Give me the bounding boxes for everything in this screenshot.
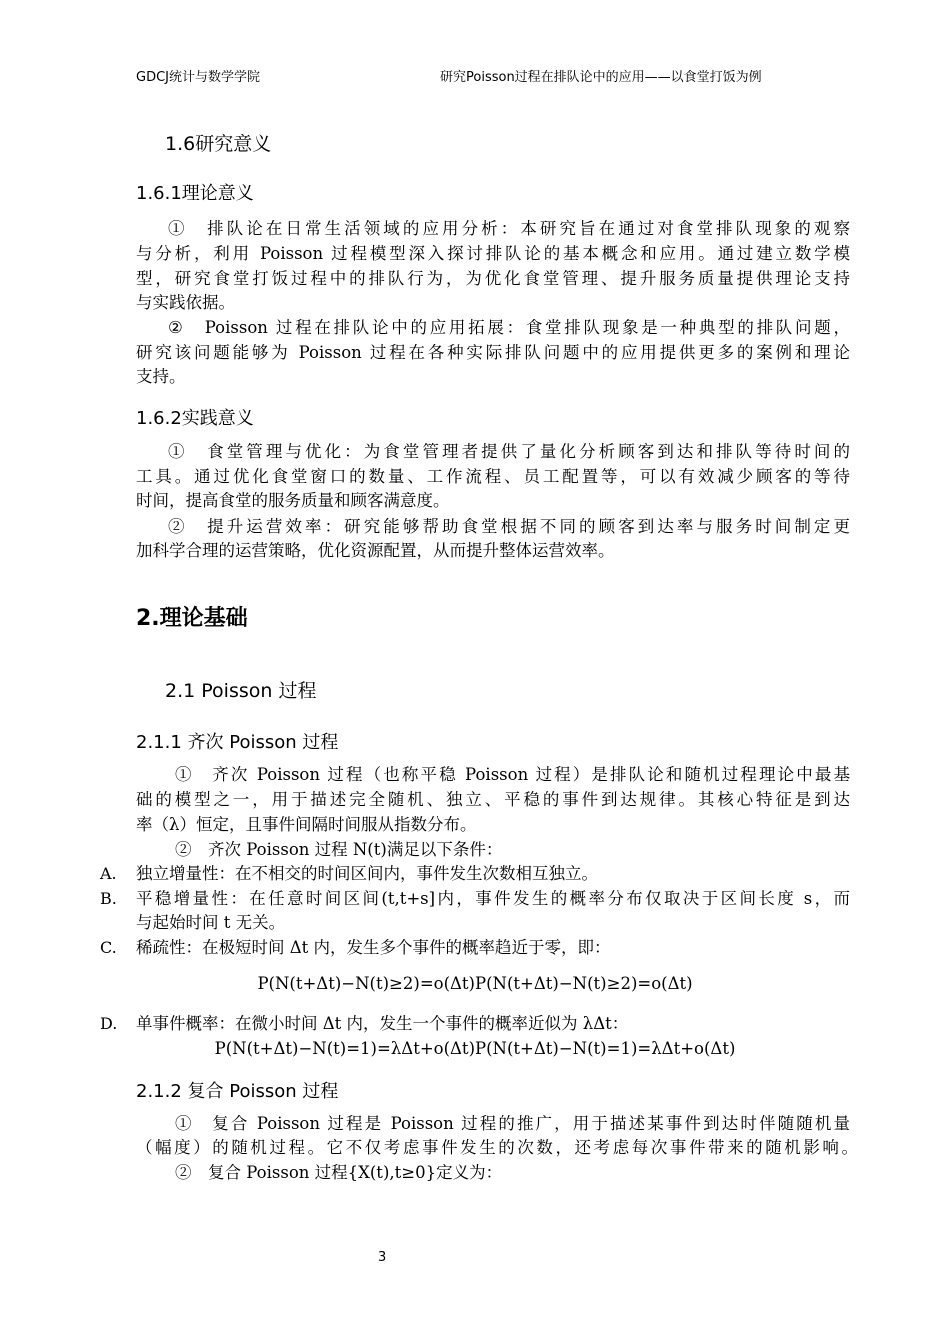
chapter-2-title: 2.理论基础 — [136, 606, 248, 631]
paragraph-line: 加科学合理的运营策略，优化资源配置，从而提升整体运营效率。 — [136, 541, 615, 560]
paragraph-line: 与分析，利用 Poisson 过程模型深入探讨排队论的基本概念和应用。通过建立数学模 — [136, 244, 850, 263]
formula-single-event: P(N(t+Δt)−N(t)=1)=λΔt+o(Δt)P(N(t+Δt)−N(t)=1)=λΔt+o(Δt) — [214, 1039, 736, 1058]
header-right: 研究Poisson过程在排队论中的应用——以食堂打饭为例 — [440, 70, 762, 85]
list-item-line: 稀疏性：在极短时间 Δt 内，发生多个事件的概率趋近于零，即： — [136, 938, 611, 957]
list-marker: A. — [100, 864, 117, 883]
list-item-line: 单事件概率：在微小时间 Δt 内，发生一个事件的概率近似为 λΔt： — [136, 1014, 629, 1033]
paragraph-line: 支持。 — [136, 367, 186, 386]
formula-sparsity: P(N(t+Δt)−N(t)≥2)=o(Δt)P(N(t+Δt)−N(t)≥2)=o(Δt) — [257, 974, 693, 993]
paragraph-line: 型，研究食堂打饭过程中的排队行为，为优化食堂管理、提升服务质量提供理论支持 — [136, 269, 850, 288]
paragraph-line: 研究该问题能够为 Poisson 过程在各种实际排队问题中的应用提供更多的案例和理论 — [136, 343, 850, 362]
list-item-line: 独立增量性：在不相交的时间区间内，事件发生次数相互独立。 — [136, 864, 598, 883]
page-number: 3 — [378, 1250, 387, 1265]
paragraph-line: ① 复合 Poisson 过程是 Poisson 过程的推广，用于描述某事件到达时伴随随机量 — [175, 1114, 850, 1133]
paragraph-line: ① 食堂管理与优化：为食堂管理者提供了量化分析顾客到达和排队等待时间的 — [168, 442, 850, 461]
section-2-1-title: 2.1 Poisson 过程 — [165, 680, 317, 702]
paragraph-line: （幅度）的随机过程。它不仅考虑事件发生的次数，还考虑每次事件带来的随机影响。 — [136, 1138, 858, 1157]
paragraph-line: 率（λ）恒定，且事件间隔时间服从指数分布。 — [136, 815, 477, 834]
paragraph-line: ① 排队论在日常生活领域的应用分析：本研究旨在通过对食堂排队现象的观察 — [168, 219, 850, 238]
paragraph-line: ② 复合 Poisson 过程{X(t),t≥0}定义为： — [175, 1163, 503, 1182]
section-1-6-title: 1.6研究意义 — [165, 133, 272, 155]
paragraph-line: 与实践依据。 — [136, 293, 235, 312]
section-1-6-1-title: 1.6.1理论意义 — [136, 183, 254, 204]
paragraph-line: ② 提升运营效率：研究能够帮助食堂根据不同的顾客到达率与服务时间制定更 — [168, 517, 850, 536]
paragraph-line: 础的模型之一，用于描述完全随机、独立、平稳的事件到达规律。其核心特征是到达 — [136, 790, 850, 809]
paragraph-line: ② 齐次 Poisson 过程 N(t)满足以下条件： — [175, 840, 503, 859]
list-marker: C. — [100, 938, 117, 957]
header-left: GDCJ统计与数学学院 — [136, 70, 260, 85]
section-1-6-2-title: 1.6.2实践意义 — [136, 408, 254, 429]
section-2-1-1-title: 2.1.1 齐次 Poisson 过程 — [136, 732, 339, 753]
list-item-line: 与起始时间 t 无关。 — [136, 913, 286, 932]
paragraph-line: ① 齐次 Poisson 过程（也称平稳 Poisson 过程）是排队论和随机过程理论中最基 — [175, 765, 850, 784]
section-2-1-2-title: 2.1.2 复合 Poisson 过程 — [136, 1081, 339, 1102]
paragraph-line: 工具。通过优化食堂窗口的数量、工作流程、员工配置等，可以有效减少顾客的等待 — [136, 467, 850, 486]
list-item-line: 平稳增量性：在任意时间区间(t,t+s]内，事件发生的概率分布仅取决于区间长度 s，而 — [136, 889, 850, 908]
list-marker: B. — [100, 889, 117, 908]
paragraph-line: ② Poisson 过程在排队论中的应用拓展：食堂排队现象是一种典型的排队问题， — [168, 318, 850, 337]
list-marker: D. — [100, 1014, 118, 1033]
paragraph-line: 时间，提高食堂的服务质量和顾客满意度。 — [136, 491, 450, 510]
